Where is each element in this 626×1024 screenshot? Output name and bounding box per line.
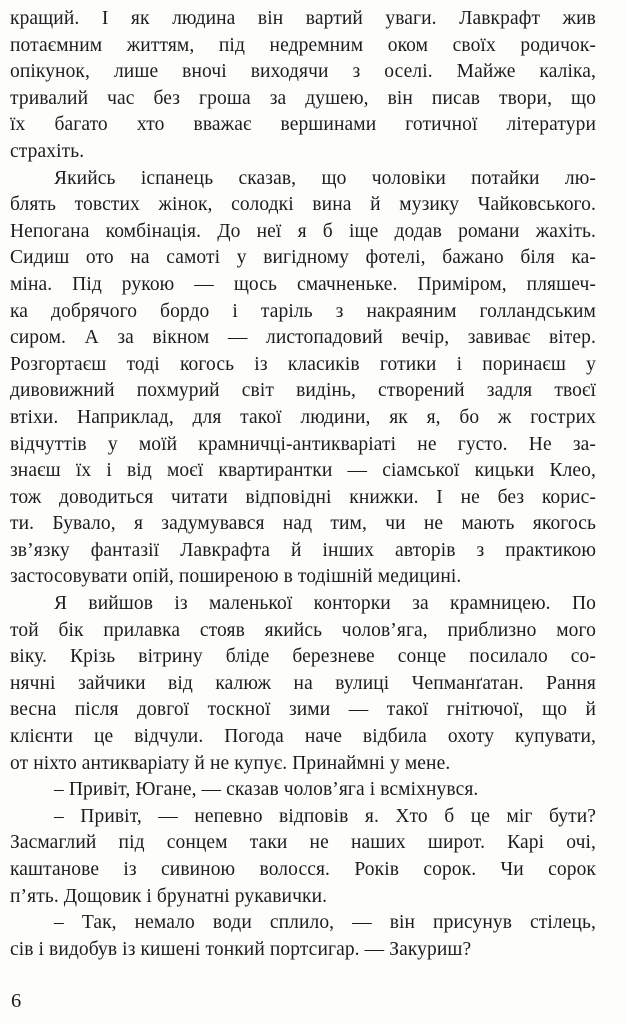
text-line: весна після довгої тоскної зими — такої гнітючої, що й: [10, 699, 596, 721]
text-line: от ніхто антикваріату й не купує. Принаймні у мене.: [10, 752, 451, 774]
text-line: той бік прилавка стояв якийсь чолов’яга, приблизно мого: [10, 619, 596, 641]
text-line: тож доводиться читати відповідні книжки. І не без корис-: [10, 486, 596, 508]
text-line: – Привіт, Югане, — сказав чолов’яга і всміхнувся.: [54, 779, 479, 801]
text-line: Непогана комбінація. До неї я б іще додав романи жахіть.: [10, 220, 596, 242]
text-line: міна. Під рукою — щось смачненьке. Приміром, пляшеч-: [10, 273, 596, 295]
text-line: потаємним життям, під недремним оком своїх родичок-: [10, 34, 596, 56]
paragraph: [10, 804, 596, 910]
paragraph: [10, 777, 596, 804]
text-line: Якийсь іспанець сказав, що чоловіки потайки лю-: [54, 167, 596, 189]
text-line: нячні зайчики від калюж на вулиці Чепманґатан. Рання: [10, 672, 596, 694]
text-line: застосовувати опій, поширеною в тодішній медицині.: [10, 566, 462, 588]
text-line: клієнти це відчули. Погода наче відбила охоту купувати,: [10, 726, 596, 748]
text-line: п’ять. Дощовик і брунатні рукавички.: [10, 885, 328, 907]
text-line: – Привіт, — непевно відповів я. Хто б це міг бути?: [54, 805, 596, 827]
text-line: каштанове із сивиною волосся. Років сорок. Чи сорок: [10, 859, 596, 880]
text-line: блять товстих жінок, солодкі вина й музику Чайковського.: [10, 194, 596, 216]
text-line: знаєш їх і від моєї квартирантки — сіамської кицьки Клео,: [10, 460, 596, 482]
text-line: відчуттів у моїй крамничці-антикваріаті не густо. Не за-: [10, 433, 596, 455]
text-line: ти. Бувало, я задумувався над тим, чи не мають якогось: [10, 513, 596, 535]
text-line: дивовижний похмурий світ видінь, створений задля твоєї: [10, 380, 596, 402]
text-line: втіхи. Наприклад, для такої людини, як я, бо ж гострих: [10, 406, 596, 428]
text-line: кращий. І як людина він вартий уваги. Лавкрафт жив: [10, 8, 596, 29]
text-line: – Так, немало води сплило, — він присунув стілець,: [54, 912, 596, 934]
text-line: тривалий час без гроша за душею, він писав твори, що: [10, 87, 596, 109]
text-line: Сидиш ото на самоті у вигідному фотелі, бажано біля ка-: [10, 247, 596, 269]
paragraph: [10, 591, 596, 777]
text-line: сиром. А за вікном — листопадовий вечір, завиває вітер.: [10, 327, 596, 349]
text-line: Розгортаєш тоді когось із класиків готики і поринаєш у: [10, 353, 596, 375]
paragraph: [10, 166, 596, 592]
text-line: ка добрячого бордо і таріль з накраяним голландським: [10, 300, 596, 322]
text-line: сів і видобув із кишені тонкий портсигар. — Закуриш?: [10, 938, 472, 960]
paragraph: [10, 910, 596, 963]
text-line: їх багато хто вважає вершинами готичної літератури: [10, 114, 596, 136]
page-text: [10, 6, 596, 963]
text-line: опікунок, лише вночі виходячи з оселі. Майже каліка,: [10, 61, 596, 83]
text-line: Засмаглий під сонцем таки не наших широт. Карі очі,: [10, 832, 596, 854]
text-line: зв’язку фантазії Лавкрафта й інших авторів з практикою: [10, 539, 596, 561]
paragraph: [10, 6, 596, 166]
text-line: віку. Крізь вітрину бліде березневе сонце посилало со-: [10, 646, 596, 668]
page-number: 6: [11, 990, 22, 1012]
text-line: Я вийшов із маленької конторки за крамницею. По: [54, 593, 596, 615]
text-line: страхіть.: [10, 140, 85, 162]
